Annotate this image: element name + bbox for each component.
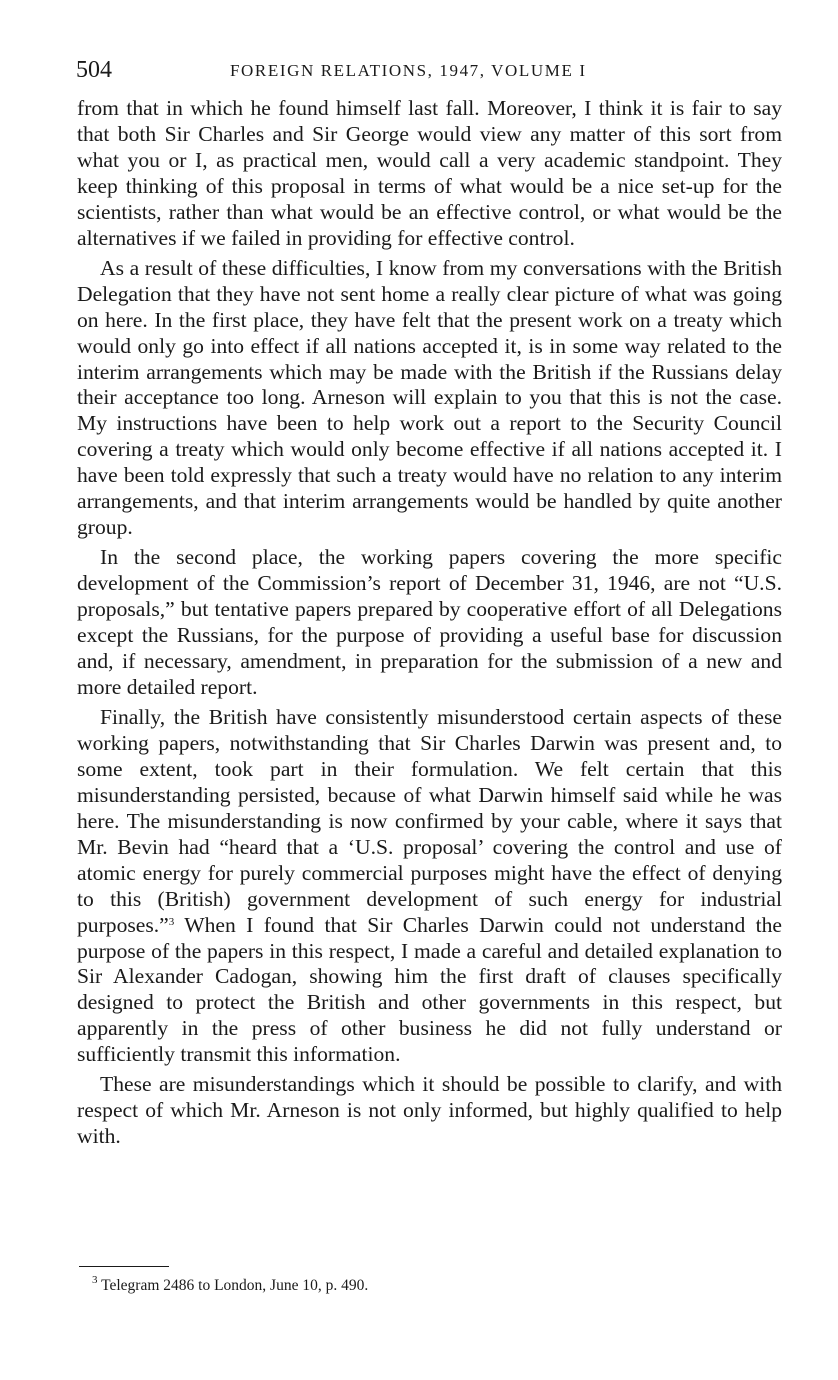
footnote-divider [79, 1266, 169, 1267]
body-text [77, 96, 782, 1150]
paragraph-misunderstanding-text: Finally, the British have consistently misunderstood certain aspects of these working papers, notwithstanding that Sir Charles Darwin was present and, to some extent, took part in their formulation. We felt certain that this misunderstanding persisted, because of what Darwin himself said while he was here. The misunderstanding is now confirmed by your cable, where it says that Mr. Bevin had “heard that a ‘U.S. proposal’ covering the control and use of atomic energy for purely commercial purposes might have the effect of denying to this (British) government development of such energy for industrial purposes.” [77, 704, 782, 937]
paragraph-closing: These are misunderstandings which it should be possible to clarify, and with respect of which Mr. Arneson is not only informed, but highly qualified to help with. [77, 1072, 782, 1149]
footnote [92, 1276, 368, 1296]
paragraph-working-papers: In the second place, the working papers covering the more specific development of the Commission’s report of December 31, 1946, are not “U.S. proposals,” but tentative papers prepared by cooperative effort of all Delegations except the Russians, for the purpose of providing a useful base for discussion and, if necessary, amendment, in preparation for the submission of a new and more detailed report. [77, 545, 782, 699]
paragraph-misunderstanding-continued: When I found that Sir Charles Darwin could not understand the purpose of the papers in this respect, I made a careful and detailed explanation to Sir Alexander Cadogan, showing him the first draft of clauses specifically designed to protect the British and other governments in this respect, but apparently in the press of other business he did not fully understand or sufficiently transmit this information. [77, 912, 782, 1067]
paragraph-difficulties: As a result of these difficulties, I know from my conversations with the British Delegation that they have not sent home a really clear picture of what was going on here. In the first place, they have felt that the present work on a treaty which would only go into effect if all nations accepted it, is in some way related to the interim arrangements which may be made with the British if the Russians delay their acceptance too long. Arneson will explain to you that this is not the case. My instructions have been to help work out a report to the Security Council covering a treaty which would only become effective if all nations accepted it. I have been told expressly that such a treaty would have no relation to any interim arrangements, and that interim arrangements would be handled by quite another group. [77, 255, 782, 540]
footnote-reference: 3 [168, 915, 175, 928]
running-head: FOREIGN RELATIONS, 1947, VOLUME I [230, 61, 587, 80]
footnote-marker: 3 [92, 1274, 98, 1286]
paragraph-continued: from that in which he found himself last fall. Moreover, I think it is fair to say that both Sir Charles and Sir George would view any matter of this sort from what you or I, as practical men, would call a very academic standpoint. They keep thinking of this proposal in terms of what would be a nice set-up for the scientists, rather than what would be an effective control, or what would be the alternatives if we failed in providing for effective control. [77, 96, 782, 250]
paragraph-misunderstanding [77, 705, 782, 1068]
page-header [76, 54, 782, 86]
footnote-text: Telegram 2486 to London, June 10, p. 490. [101, 1277, 369, 1294]
page-number: 504 [76, 57, 112, 83]
